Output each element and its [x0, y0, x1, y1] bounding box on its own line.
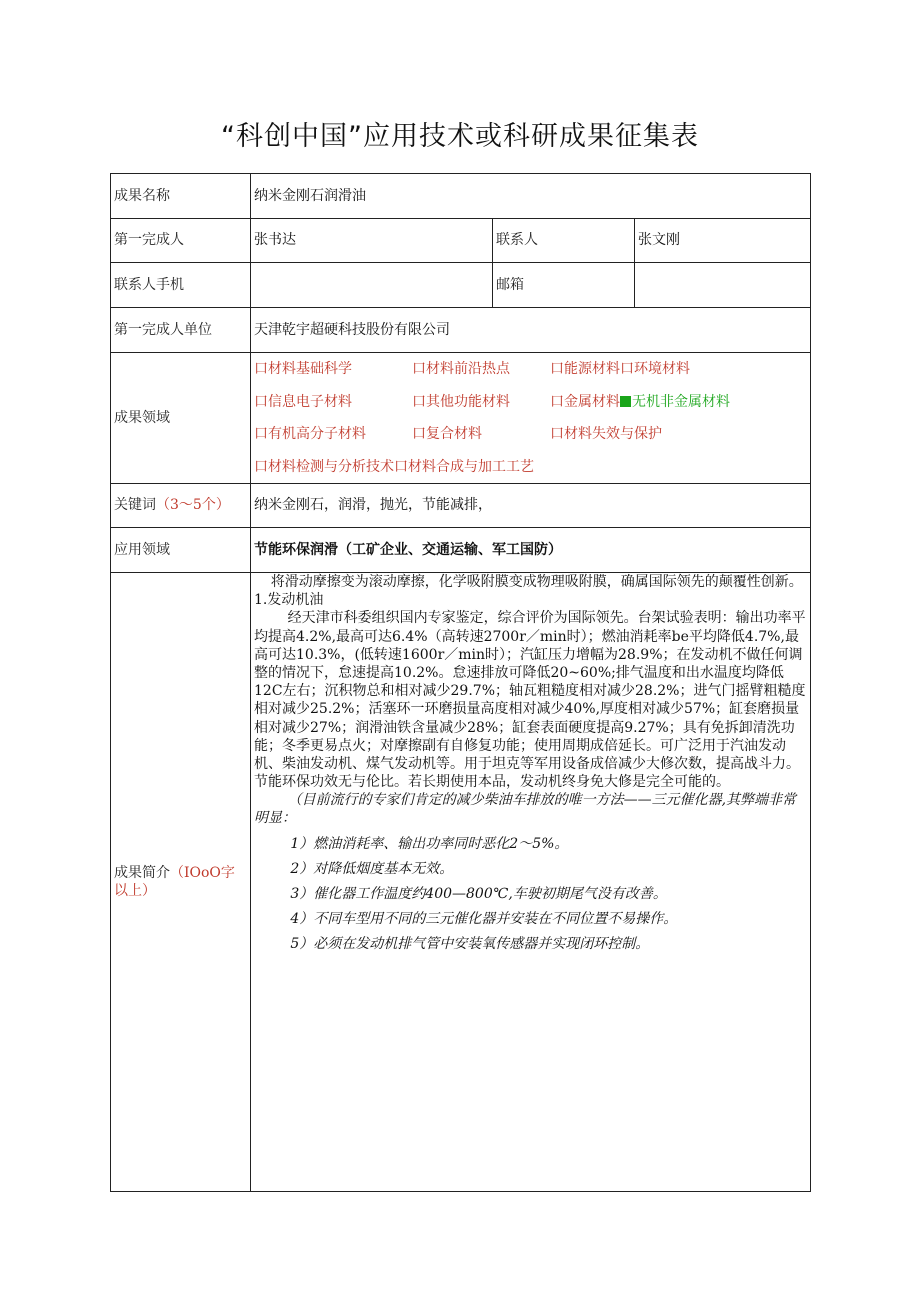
- first-author-value: 张书达: [251, 219, 493, 263]
- field-options: [251, 353, 811, 484]
- list-item: 4）不同车型用不同的三元催化器并安装在不同位置不易操作。: [290, 911, 678, 928]
- field-label: 成果领域: [111, 353, 251, 484]
- list-item: 5）必须在发动机排气管中安装氧传感器并实现闭环控制。: [290, 936, 650, 953]
- list-item: 1）燃油消耗率、输出功率同时恶化2～5%。: [290, 835, 569, 852]
- field-line-3: [254, 418, 807, 451]
- list-item: 2）对降低烟度基本无效。: [290, 860, 454, 877]
- summary-intro: 将滑动摩擦变为滚动摩擦，化学吸附膜变成物理吸附膜，确属国际领先的颠覆性创新。: [270, 574, 803, 590]
- contact-value: 张文刚: [635, 219, 811, 263]
- page-title: “科创中国”应用技术或科研成果征集表: [221, 121, 699, 152]
- summary-note: （IOoO字以上）: [114, 864, 235, 899]
- summary-body: 经天津市科委组织国内专家鉴定，综合评价为国际领先。台架试验表明：输出功率平均提高4.2%,最高可达6.4%（高转速2700r／min时）；燃油消耗率be平均降低4.7%,最高可达10.3%，(低转速1600r／min时）；汽缸压力增幅为28.9%；在发动机不做任何调整的情况下，怠速提高10.2%。怠速排放可降低20~60%;排气温度和出水温度均降低12C左右；沉积物总和相对减少29.7%；轴瓦粗糙度相对减少28.2%；进气门摇臂粗糙度相对减少25.2%；活塞环一环磨损量高度相对减少40%,厚度相对减少57%；缸套磨损量相对减少27%；润滑油铁含量减少28%；缸套表面硬度提高9.27%；具有免拆卸清洗功能；冬季更易点火；对摩擦副有自修复功能；使用周期成倍延长。可广泛用于汽油发动机、柴油发动机、煤气发动机等。用于坦克等军用设备成倍减少大修次数，提高战斗力。节能环保功效无与伦比。若长期使用本品，发动机终身免大修是完全可能的。: [254, 610, 806, 791]
- list-item: 3）催化器工作温度约400—800℃,车驶初期尾气没有改善。: [290, 886, 667, 902]
- row-unit: [111, 308, 811, 353]
- summary-label: 成果简介: [114, 864, 170, 881]
- field-option: 口复合材料: [412, 426, 482, 443]
- field-option: 口材料基础科学: [254, 361, 352, 378]
- keywords-value: 纳米金刚石，润滑，抛光，节能减排，: [251, 484, 811, 528]
- summary-italic-intro: （目前流行的专家们肯定的减少柴油车排放的唯一方法——三元催化器,其弊端非常明显：: [254, 792, 797, 827]
- field-line-1: [254, 353, 807, 386]
- application-label: 应用领域: [111, 528, 251, 573]
- field-option: 口材料检测与分析技术口材料合成与加工工艺: [254, 458, 534, 475]
- row-first-author: [111, 219, 811, 263]
- summary-heading: 1.发动机油: [254, 592, 324, 609]
- row-field: [111, 353, 811, 484]
- phone-label: 联系人手机: [111, 263, 251, 308]
- checked-square-icon: [620, 396, 631, 407]
- row-keywords: [111, 484, 811, 528]
- row-phone: [111, 263, 811, 308]
- field-option: 口信息电子材料: [254, 393, 352, 410]
- field-option: 口材料失效与保护: [550, 426, 662, 443]
- field-option: 口有机高分子材料: [254, 426, 366, 443]
- field-option: 口材料前沿热点: [412, 361, 510, 378]
- unit-value: 天津乾宇超硬科技股份有限公司: [251, 308, 811, 353]
- first-author-label: 第一完成人: [111, 219, 251, 263]
- field-line-2: [254, 386, 807, 419]
- phone-value: [251, 263, 493, 308]
- field-option-selected: 无机非金属材料: [632, 393, 730, 410]
- email-value: [635, 263, 811, 308]
- field-line-4: [254, 451, 807, 484]
- keywords-label: 关键词: [114, 497, 156, 514]
- row-summary: [111, 573, 811, 1192]
- row-name: [111, 174, 811, 219]
- field-option: 口其他功能材料: [412, 393, 510, 410]
- application-value: 节能环保润滑（工矿企业、交通运输、军工国防）: [251, 528, 811, 573]
- field-option: 口金属材料: [550, 393, 620, 410]
- keywords-note: （3～5个）: [156, 497, 230, 514]
- row-application: [111, 528, 811, 573]
- name-value: 纳米金刚石润滑油: [251, 174, 811, 219]
- email-label: 邮箱: [493, 263, 635, 308]
- unit-label: 第一完成人单位: [111, 308, 251, 353]
- contact-label: 联系人: [493, 219, 635, 263]
- name-label: 成果名称: [111, 174, 251, 219]
- summary-label-cell: [111, 573, 251, 1192]
- summary-content: [251, 573, 811, 1192]
- summary-italic-block: [254, 791, 807, 953]
- submission-form-table: [110, 173, 811, 1192]
- keywords-label-cell: [111, 484, 251, 528]
- field-option: 口能源材料口环境材料: [550, 361, 690, 378]
